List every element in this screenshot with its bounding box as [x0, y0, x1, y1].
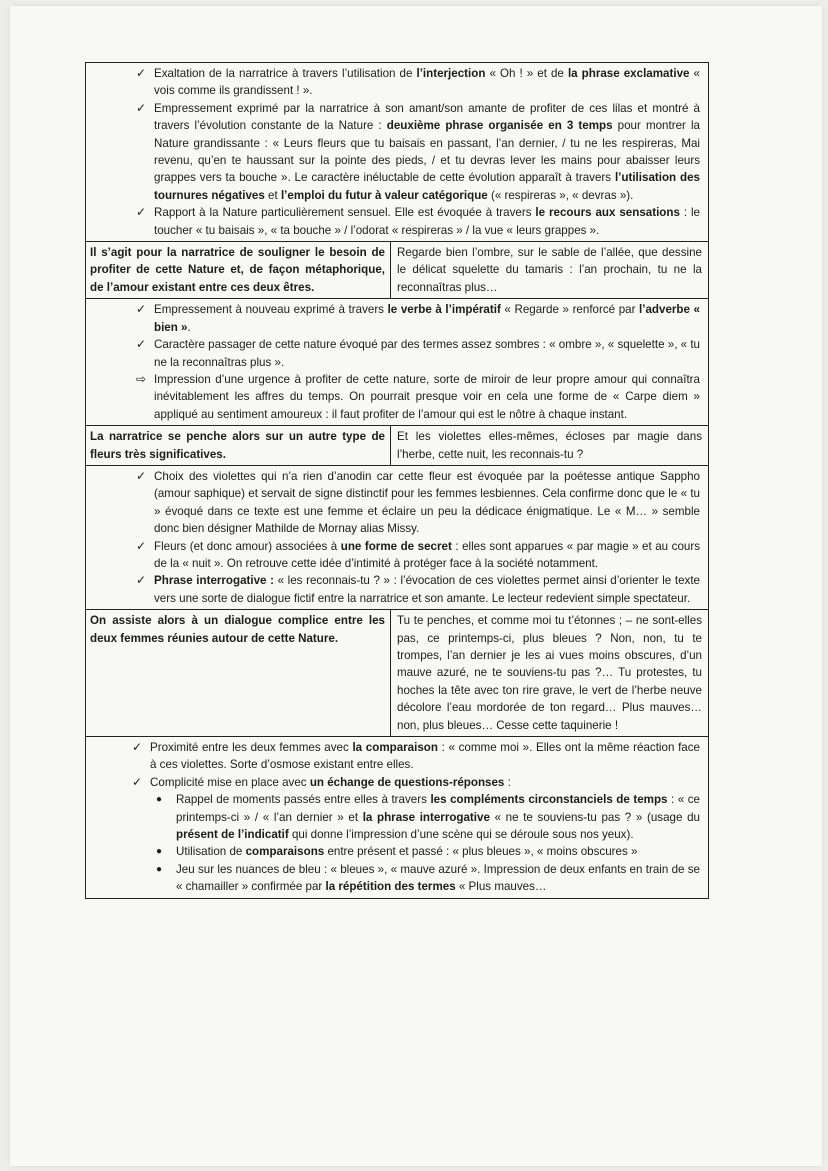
quote-row-1: [86, 242, 708, 299]
checkmark-icon: ✓: [135, 468, 146, 483]
checkmark-icon: ✓: [135, 538, 146, 553]
item-text: Rapport à la Nature particulièrement sensuel. Elle est évoquée à travers le recours aux sensations : le toucher « tu baisais », « ta bouche » / l’odorat « respireras » / la vue « leurs grappes ».: [154, 206, 700, 237]
paper-sheet: [10, 6, 822, 1166]
bullet-icon: ●: [155, 863, 162, 875]
analysis-block-4: [86, 737, 708, 898]
item-text: Utilisation de comparaisons entre présent et passé : « plus bleues », « moins obscures »: [176, 845, 638, 859]
arrow-right-icon: ⇨: [135, 371, 146, 386]
analysis-table: [85, 62, 709, 899]
check-item: [86, 538, 700, 573]
bullet-icon: ●: [155, 794, 162, 806]
check-item: [86, 301, 700, 336]
text-quote: Tu te penches, et comme moi tu t’étonnes ; – ne sont-elles pas, ce printemps-ci, plus bleues ? Non, non, tu te trompes, l’an dernier je les ai vues moins obscures, d’un mauve azuré, ne te souviens-tu pas ?… Tu protestes, tu hoches la tête avec ton rire grave, le vert de l’herbe neuve décolore l’eau mordorée de ton regard… Plus mauves… non, plus bleues… Cesse cette taquinerie !: [397, 614, 702, 732]
item-text: Rappel de moments passés entre elles à travers les compléments circonstanciels de temps : « ce printemps-ci » / « l’an dernier » et la phrase interrogative « ne te souviens-tu pas ? » (usage du présent de l’indicatif qui donne l’impression d’une scène qui se déroule sous nos yeux).: [176, 793, 700, 842]
check-item: [86, 572, 700, 607]
checkmark-icon: ✓: [135, 337, 146, 352]
item-text: Proximité entre les deux femmes avec la comparaison : « comme moi ». Elles ont la même réaction face à ces violettes. Sorte d’osmose existant entre elles.: [150, 741, 700, 772]
checkmark-icon: ✓: [135, 302, 146, 317]
check-item: [86, 336, 700, 371]
item-text: Complicité mise en place avec un échange de questions-réponses :: [150, 775, 511, 789]
item-text: Exaltation de la narratrice à travers l’utilisation de l’interjection « Oh ! » et de la phrase exclamative « vois comme ils grandissent ! ».: [154, 67, 700, 98]
text-quote: Regarde bien l’ombre, sur le sable de l’allée, que dessine le délicat squelette du tamaris : l’an prochain, tu ne la reconnaîtras plus…: [397, 246, 702, 294]
check-item: [86, 204, 700, 239]
check-item: [86, 65, 700, 100]
item-text: Jeu sur les nuances de bleu : « bleues », « mauve azuré ». Impression de deux enfants en train de se « chamailler » confirmée par la répétition des termes « Plus mauves…: [176, 862, 700, 894]
bullet-item: [86, 861, 700, 896]
item-text: Fleurs (et donc amour) associées à une forme de secret : elles sont apparues « par magie » et au cours de la « nuit ». On retrouve cette idée d’intimité à protéger face à la société notamment.: [154, 539, 700, 570]
checkmark-icon: ✓: [135, 205, 146, 220]
item-text: Empressement exprimé par la narratrice à son amant/son amante de profiter de ces lilas et montré à travers l’évolution constante de la Nature : deuxième phrase organisée en 3 temps pour montrer la Nature grandissante : « Leurs fleurs que tu baisais en passant, l’an dernier, / tu ne les respireras, Mai revenu, qu’en te haussant sur la pointe des pieds, / et tu devras lever les mains pour abaisser leurs grappes vers ta bouche ». Le caractère inéluctable de cette évolution apparaît à travers l’utilisation des tournures négatives et l’emploi du futur à valeur catégorique (« respireras », « devras »).: [154, 101, 700, 202]
item-text: Phrase interrogative : « les reconnais-tu ? » : l’évocation de ces violettes permet ainsi d’orienter le texte vers une sorte de dialogue fictif entre la narratrice et son amante. Le lecteur redevient simple spectateur.: [154, 574, 701, 605]
item-text: Empressement à nouveau exprimé à travers le verbe à l’impératif « Regarde » renforcé par l’adverbe « bien ».: [154, 303, 700, 334]
analysis-block-3: [86, 466, 708, 610]
check-item: [86, 100, 700, 204]
checkmark-icon: ✓: [135, 573, 146, 588]
analysis-heading: On assiste alors à un dialogue complice entre les deux femmes réunies autour de cette Nature.: [86, 610, 391, 736]
check-item: [86, 774, 700, 791]
analysis-heading: Il s’agit pour la narratrice de souligner le besoin de profiter de cette Nature et, de façon métaphorique, de l’amour existant entre ces deux êtres.: [86, 242, 391, 298]
analysis-block-1: [86, 63, 708, 242]
item-text: Impression d’une urgence à profiter de cette nature, sorte de miroir de leur propre amour qui connaîtra inévitablement les affres du temps. On pourrait presque voir en cela une forme de « Carpe diem » appliqué au sentiment amoureux : il faut profiter de l’amour qui est le nôtre à chaque instant.: [154, 372, 700, 421]
analysis-heading: La narratrice se penche alors sur un autre type de fleurs très significatives.: [86, 426, 391, 465]
item-text: Choix des violettes qui n’a rien d’anodin car cette fleur est évoquée par la poétesse antique Sappho (amour saphique) et servait de signe distinctif pour les femmes lesbiennes. Cela confirme donc que le « tu » évoqué dans ce texte est une femme et éclaire un peu la dédicace énigmatique. Le « M… » semble donc bien désigner Mathilde de Mornay alias Missy.: [154, 469, 700, 536]
item-text: Caractère passager de cette nature évoqué par des termes assez sombres : « ombre », « squelette », « tu ne la reconnaîtras plus ».: [154, 338, 700, 369]
analysis-block-2: [86, 299, 708, 426]
quote-row-2: [86, 426, 708, 466]
bullet-item: [86, 843, 700, 860]
arrow-item: [86, 371, 700, 423]
text-quote: Et les violettes elles-mêmes, écloses par magie dans l’herbe, cette nuit, les reconnais-tu ?: [397, 430, 702, 461]
check-item: [86, 468, 700, 538]
bullet-icon: ●: [155, 846, 162, 858]
checkmark-icon: ✓: [135, 66, 146, 80]
bullet-item: [86, 791, 700, 843]
check-item: [86, 739, 700, 774]
checkmark-icon: ✓: [131, 740, 142, 755]
quote-row-3: [86, 610, 708, 737]
checkmark-icon: ✓: [135, 100, 146, 115]
checkmark-icon: ✓: [131, 774, 142, 789]
